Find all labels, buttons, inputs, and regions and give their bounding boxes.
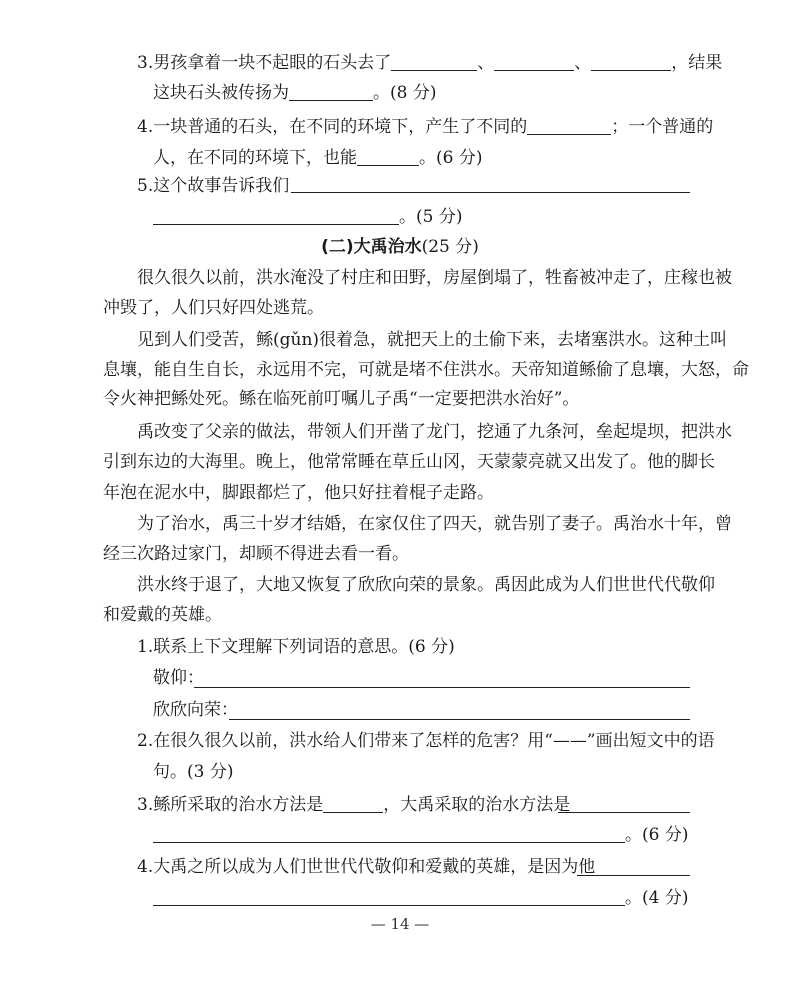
separator: 、 — [477, 53, 495, 73]
q4-text: 4.大禹之所以成为人们世世代代敬仰和爱戴的英雄，是因为他 — [137, 857, 596, 877]
answer-line[interactable] — [558, 812, 690, 813]
passage-p2-line3: 令火神把鲧处死。鲧在临死前叮嘱儿子禹“一定要把洪水治好”。 — [103, 389, 580, 409]
score-label: 。(8 分) — [373, 83, 437, 103]
passage-p5-line2: 和爱戴的英雄。 — [103, 605, 222, 625]
page-number: — 14 — — [370, 915, 430, 933]
passage-p2-line1: 见到人们受苦，鲧(gǔn)很着急，就把天上的土偷下来，去堵塞洪水。这种土叫 — [137, 330, 728, 350]
q1-word2-label: 欣欣向荣： — [153, 700, 238, 720]
part1-q4-tail: ；一个普通的 — [611, 117, 714, 137]
q4-line2 — [153, 889, 688, 907]
part1-q4-line1 — [137, 118, 713, 136]
q2-line1: 2.在很久很久以前，洪水给人们带来了怎样的危害？用“——”画出短文中的语 — [137, 731, 715, 751]
score-label: 。(5 分) — [399, 207, 463, 227]
q2-line2: 句。(3 分) — [153, 762, 234, 782]
separator: 、 — [574, 53, 592, 73]
score-label: 。(6 分) — [625, 825, 689, 845]
answer-blank[interactable] — [153, 826, 625, 843]
q4-line1 — [137, 859, 595, 876]
passage-p3-line1: 禹改变了父亲的做法，带领人们开凿了龙门，挖通了九条河，垒起堤坝，把洪水 — [137, 422, 732, 442]
answer-blank[interactable] — [527, 118, 611, 135]
part1-q4-text: 4.一块普通的石头，在不同的环境下，产生了不同的 — [137, 117, 528, 137]
answer-line[interactable] — [229, 719, 690, 720]
q1-word1-label: 敬仰： — [153, 668, 204, 688]
part1-q5-text: 5.这个故事告诉我们 — [137, 176, 290, 196]
q1-prompt: 1.联系上下文理解下列词语的意思。(6 分) — [137, 637, 455, 657]
part1-q3-line2 — [153, 84, 436, 102]
answer-line[interactable] — [194, 687, 690, 688]
passage-p3-line2: 引到东边的大海里。晚上，他常常睡在草丘山冈，天蒙蒙亮就又出发了。他的脚长 — [103, 452, 715, 472]
passage-p4-line2: 经三次路过家门，却顾不得进去看一看。 — [103, 544, 409, 564]
answer-blank[interactable] — [153, 889, 625, 906]
score-label: 。(4 分) — [625, 888, 689, 908]
answer-blank[interactable] — [153, 208, 399, 225]
part1-q5-line1 — [137, 178, 289, 195]
answer-blank[interactable] — [289, 84, 373, 101]
part1-q3-text: 3.男孩拿着一块不起眼的石头去了 — [137, 53, 392, 73]
q3-text-mid: ，大禹采取的治水方法是 — [383, 795, 571, 815]
section-score: (25 分) — [421, 237, 479, 257]
part1-q4-text-cont: 人，在不同的环境下，也能 — [153, 148, 357, 168]
q3-line1 — [137, 796, 570, 814]
part1-q4-line2 — [153, 149, 482, 167]
part1-q3-text-cont: 这块石头被传扬为 — [153, 83, 289, 103]
passage-p1-line2: 冲毁了，人们只好四处逃荒。 — [103, 298, 324, 318]
q3-line2 — [153, 826, 688, 844]
part1-q3-line1 — [137, 54, 722, 72]
answer-blank[interactable] — [357, 149, 419, 166]
answer-blank[interactable] — [391, 54, 477, 71]
passage-p2-line2: 息壤，能自生自长，永远用不完，可就是堵不住洪水。天帝知道鲧偷了息壤，大怒，命 — [103, 360, 749, 380]
answer-line[interactable] — [291, 192, 690, 193]
q3-text: 3.鲧所采取的治水方法是 — [137, 795, 324, 815]
score-label: 。(6 分) — [419, 148, 483, 168]
answer-blank[interactable] — [591, 54, 671, 71]
part1-q5-line2 — [153, 208, 462, 226]
passage-p1-line1: 很久很久以前，洪水淹没了村庄和田野，房屋倒塌了，牲畜被冲走了，庄稼也被 — [137, 268, 732, 288]
section-heading: (二)大禹治水 — [321, 237, 422, 257]
passage-p4-line1: 为了治水，禹三十岁才结婚，在家仅住了四天，就告别了妻子。禹治水十年，曾 — [137, 514, 732, 534]
answer-line[interactable] — [577, 875, 690, 876]
answer-blank[interactable] — [494, 54, 574, 71]
part1-q3-tail: ，结果 — [671, 53, 723, 73]
passage-p3-line3: 年泡在泥水中，脚跟都烂了，他只好拄着棍子走路。 — [103, 483, 494, 503]
passage-p5-line1: 洪水终于退了，大地又恢复了欣欣向荣的景象。禹因此成为人们世世代代敬仰 — [137, 575, 715, 595]
answer-blank[interactable] — [323, 796, 383, 813]
section-title — [0, 239, 800, 256]
